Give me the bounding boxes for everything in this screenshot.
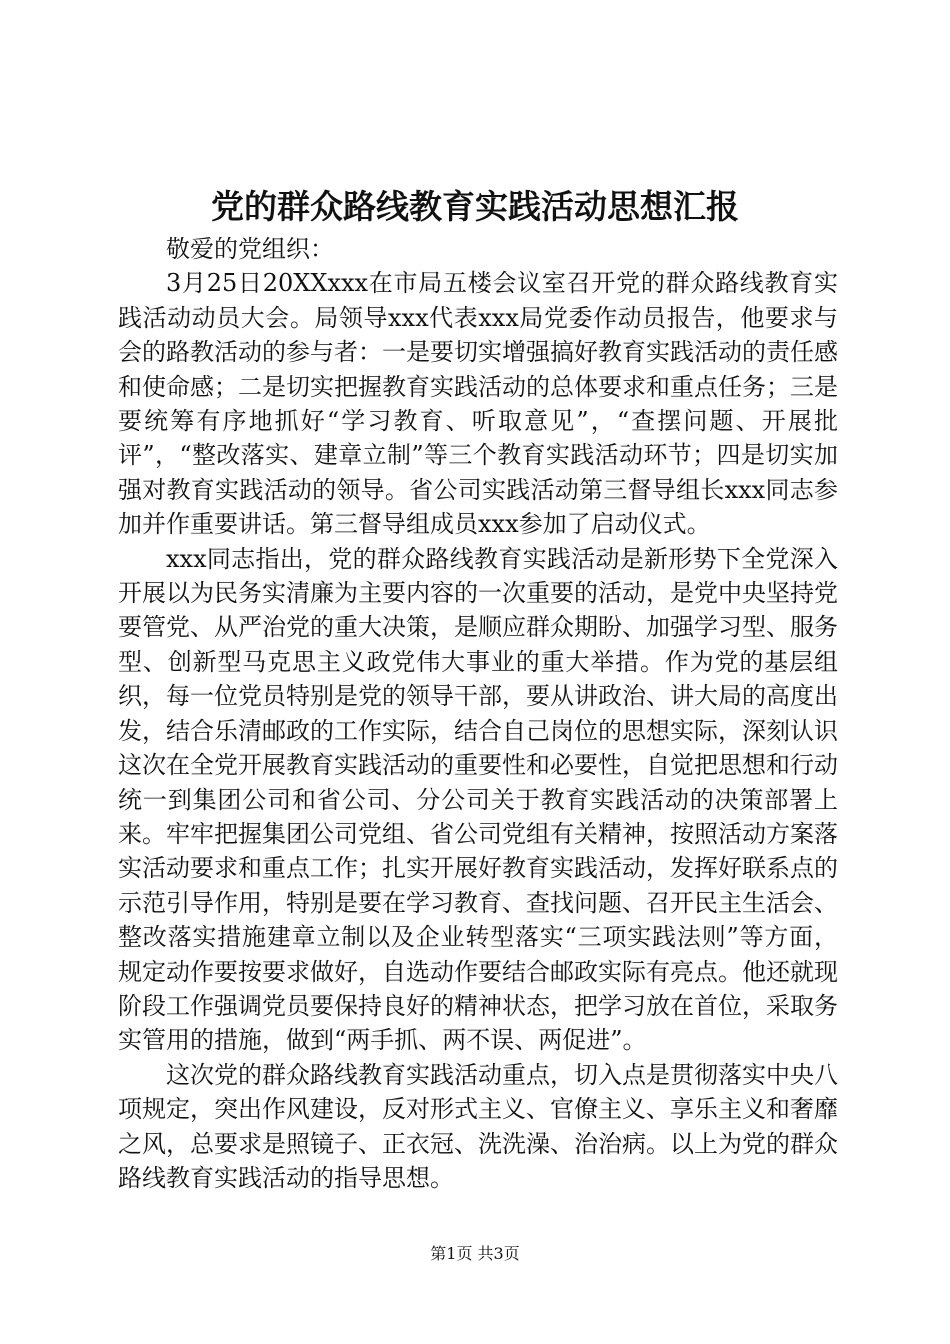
- page-footer: 第1页 共3页: [430, 1244, 520, 1263]
- paragraph: 这次党的群众路线教育实践活动重点，切入点是贯彻落实中央八项规定，突出作风建设，反对形式主义、官僚主义、享乐主义和奢靡之风，总要求是照镜子、正衣冠、洗洗澡、治治病。以上为党的群众路线教育实践活动的指导思想。: [118, 1060, 838, 1192]
- document-title: 党的群众路线教育实践活动思想汇报: [211, 187, 739, 226]
- salutation: 敬爱的党组织：: [166, 235, 334, 263]
- paragraph: 3月25日20XXxxx在市局五楼会议室召开党的群众路线教育实践活动动员大会。局领导xxx代表xxx局党委作动员报告，他要求与会的路教活动的参与者：一是要切实增强搞好教育实践活动的责任感和使命感；二是切实把握教育实践活动的总体要求和重点任务；三是要统筹有序地抓好“学习教育、听取意见”，“查摆问题、开展批评”，“整改落实、建章立制”等三个教育实践活动环节；四是切实加强对教育实践活动的领导。省公司实践活动第三督导组长xxx同志参加并作重要讲话。第三督导组成员xxx参加了启动仪式。: [118, 269, 838, 539]
- paragraph: xxx同志指出，党的群众路线教育实践活动是新形势下全党深入开展以为民务实清廉为主要内容的一次重要的活动，是党中央坚持党要管党、从严治党的重大决策，是顺应群众期盼、加强学习型、服务型、创新型马克思主义政党伟大事业的重大举措。作为党的基层组织，每一位党员特别是党的领导干部，要从讲政治、讲大局的高度出发，结合乐清邮政的工作实际，结合自己岗位的思想实际，深刻认识这次在全党开展教育实践活动的重要性和必要性，自觉把思想和行动统一到集团公司和省公司、分公司关于教育实践活动的决策部署上来。牢牢把握集团公司党组、省公司党组有关精神，按照活动方案落实活动要求和重点工作；扎实开展好教育实践活动，发挥好联系点的示范引导作用，特别是要在学习教育、查找问题、召开民主生活会、整改落实措施建章立制以及企业转型落实“三项实践法则”等方面，规定动作要按要求做好，自选动作要结合邮政实际有亮点。他还就现阶段工作强调党员要保持良好的精神状态，把学习放在首位，采取务实管用的措施，做到“两手抓、两不误、两促进”。: [118, 544, 838, 1055]
- document-body: [118, 232, 838, 1195]
